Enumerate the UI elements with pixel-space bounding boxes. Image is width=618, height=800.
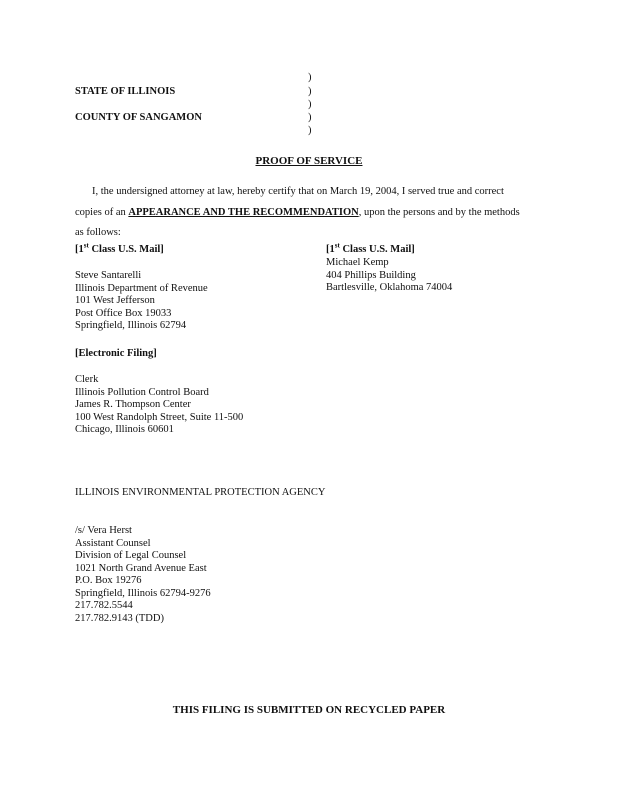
service-method-left: [1st Class U.S. Mail] <box>75 241 164 255</box>
signature-line: 217.782.9143 (TDD) <box>75 612 164 624</box>
signature-line: P.O. Box 19276 <box>75 575 142 586</box>
address-line: Illinois Department of Revenue <box>75 282 208 294</box>
agency-name: ILLINOIS ENVIRONMENTAL PROTECTION AGENCY <box>75 487 326 498</box>
address-line: 404 Phillips Building <box>326 269 416 281</box>
address-line: Post Office Box 19033 <box>75 307 172 319</box>
address-line: Illinois Pollution Control Board <box>75 386 209 398</box>
address-line: 100 West Randolph Street, Suite 11-500 <box>75 411 244 423</box>
caption-paren: ) <box>308 86 312 97</box>
address-line: Springfield, Illinois 62794 <box>75 320 187 331</box>
recipient-address-right <box>326 257 452 295</box>
caption-paren: ) <box>308 112 312 123</box>
signature-line: 1021 North Grand Avenue East <box>75 562 207 574</box>
address-line: Michael Kemp <box>326 257 389 268</box>
signature-line: 217.782.5544 <box>75 600 133 611</box>
address-line: Steve Santarelli <box>75 270 142 281</box>
caption-state: STATE OF ILLINOIS <box>75 86 176 97</box>
service-method-electronic: [Electronic Filing] <box>75 348 157 359</box>
page-title: PROOF OF SERVICE <box>255 155 363 167</box>
address-line: Clerk <box>75 374 99 385</box>
address-line: James R. Thompson Center <box>75 399 191 410</box>
caption-county: COUNTY OF SANGAMON <box>75 112 202 123</box>
served-documents: APPEARANCE AND THE RECOMMENDATION <box>128 207 359 218</box>
signature-line: /s/ Vera Herst <box>75 525 132 536</box>
signature-line: Division of Legal Counsel <box>75 550 187 561</box>
signature-line: Assistant Counsel <box>75 537 151 549</box>
caption-paren: ) <box>308 125 312 136</box>
service-method-right: [1st Class U.S. Mail] <box>326 241 415 255</box>
recipient-address-left <box>75 270 208 333</box>
recipient-address-electronic <box>75 374 243 437</box>
recycled-paper-notice: THIS FILING IS SUBMITTED ON RECYCLED PAPER <box>172 704 446 716</box>
certification-line-2-pre: copies of an <box>75 207 126 218</box>
caption-paren: ) <box>308 99 312 110</box>
signature-block <box>75 525 211 625</box>
certification-line-2 <box>75 207 520 220</box>
certification-line-2-post: , upon the persons and by the methods <box>358 207 520 218</box>
certification-line-1: I, the undersigned attorney at law, hereby certify that on March 19, 2004, I served true and correct <box>92 186 504 197</box>
address-line: Chicago, Illinois 60601 <box>75 424 174 435</box>
address-line: 101 West Jefferson <box>75 295 155 306</box>
signature-line: Springfield, Illinois 62794-9276 <box>75 587 211 599</box>
certification-line-3: as follows: <box>75 227 121 238</box>
address-line: Bartlesville, Oklahoma 74004 <box>326 282 453 293</box>
caption-paren: ) <box>308 72 312 83</box>
